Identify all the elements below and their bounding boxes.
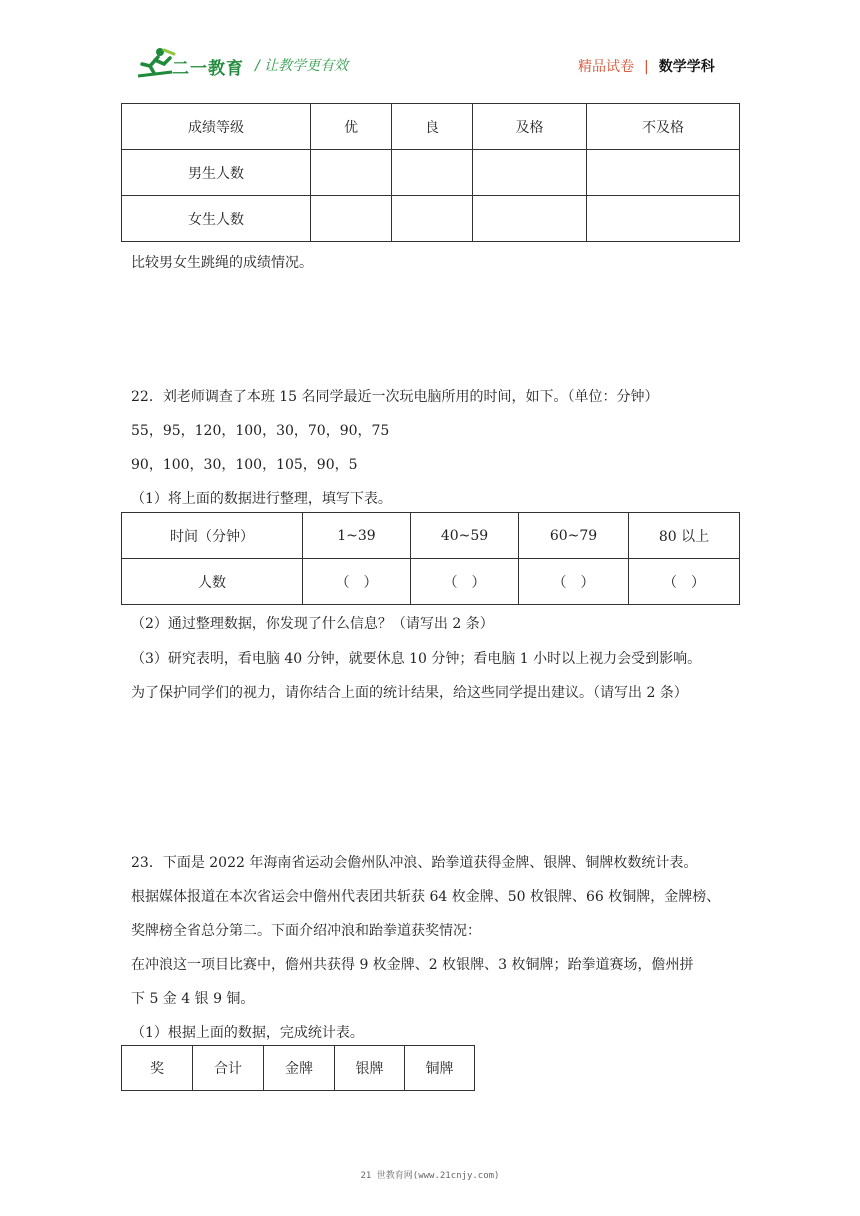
header-tags: [578, 56, 715, 76]
table-cell: 女生人数: [122, 196, 311, 242]
answer-cell[interactable]: （ ）: [629, 559, 740, 605]
table-cell: 时间（分钟）: [122, 513, 303, 559]
table-cell: 银牌: [335, 1046, 405, 1091]
runner-logo-icon: [136, 46, 176, 80]
table-row: [122, 196, 740, 242]
table-cell: 男生人数: [122, 150, 311, 196]
table-cell: 金牌: [264, 1046, 335, 1091]
table-cell: 奖: [122, 1046, 193, 1091]
q22-stem: 22．刘老师调查了本班 15 名同学最近一次玩电脑所用的时间，如下。（单位：分钟）: [131, 389, 659, 405]
table-cell: 80 以上: [629, 513, 740, 559]
answer-cell[interactable]: [392, 196, 473, 242]
table-cell: 不及格: [587, 104, 740, 150]
table-cell: 人数: [122, 559, 303, 605]
answer-cell[interactable]: （ ）: [519, 559, 629, 605]
q23-stem: 23．下面是 2022 年海南省运动会儋州队冲浪、跆拳道获得金牌、银牌、铜牌枚数统计表。: [131, 855, 698, 871]
tag-separator: |: [644, 59, 649, 75]
answer-cell[interactable]: [311, 150, 392, 196]
answer-cell[interactable]: [473, 196, 587, 242]
table-cell: 成绩等级: [122, 104, 311, 150]
page-footer: 21 世教育网(www.21cnjy.com): [360, 1171, 500, 1181]
table-cell: 1~39: [303, 513, 411, 559]
slogan: / 让教学更有效: [255, 58, 349, 74]
table-row: [122, 150, 740, 196]
table-cell: 铜牌: [405, 1046, 475, 1091]
q23-stem: 下 5 金 4 银 9 铜。: [131, 991, 255, 1007]
answer-cell[interactable]: [587, 196, 740, 242]
logo: [136, 46, 176, 80]
answer-cell[interactable]: （ ）: [303, 559, 411, 605]
grade-table: [121, 103, 740, 242]
q22-part1: （1）将上面的数据进行整理，填写下表。: [131, 491, 392, 507]
tag-subject: 数学学科: [658, 59, 715, 75]
q22-part3: 为了保护同学们的视力，请你结合上面的统计结果，给这些同学提出建议。（请写出 2 条）: [131, 685, 688, 701]
q23-part1: （1）根据上面的数据，完成统计表。: [131, 1025, 364, 1041]
logo-text: 二一教育: [172, 59, 244, 79]
table-row: [122, 559, 740, 605]
q22-data-line: 90，100，30，100，105，90，5: [131, 457, 358, 473]
q21-prompt: 比较男女生跳绳的成绩情况。: [131, 255, 313, 271]
table-cell: 优: [311, 104, 392, 150]
answer-cell[interactable]: （ ）: [411, 559, 519, 605]
table-header-row: [122, 1046, 475, 1091]
table-cell: 合计: [193, 1046, 264, 1091]
table-cell: 良: [392, 104, 473, 150]
table-cell: 60~79: [519, 513, 629, 559]
answer-cell[interactable]: [311, 196, 392, 242]
q23-stem: 在冲浪这一项目比赛中，儋州共获得 9 枚金牌、2 枚银牌、3 枚铜牌；跆拳道赛场，儋州拼: [131, 957, 694, 973]
table-cell: 40~59: [411, 513, 519, 559]
answer-cell[interactable]: [587, 150, 740, 196]
q22-part2: （2）通过整理数据，你发现了什么信息？（请写出 2 条）: [131, 616, 494, 632]
q22-data-line: 55，95，120，100，30，70，90，75: [131, 423, 390, 439]
table-header-row: [122, 513, 740, 559]
time-table: [121, 512, 740, 605]
table-cell: 及格: [473, 104, 587, 150]
table-header-row: [122, 104, 740, 150]
answer-cell[interactable]: [473, 150, 587, 196]
q23-stem: 奖牌榜全省总分第二。下面介绍冲浪和跆拳道获奖情况：: [131, 923, 481, 939]
tag-quality-paper: 精品试卷: [578, 59, 634, 75]
medal-table: [121, 1045, 475, 1091]
q23-stem: 根据媒体报道在本次省运会中儋州代表团共斩获 64 枚金牌、50 枚银牌、66 枚铜牌，金牌榜、: [131, 889, 721, 905]
answer-cell[interactable]: [392, 150, 473, 196]
q22-part3: （3）研究表明，看电脑 40 分钟，就要休息 10 分钟；看电脑 1 小时以上视力会受到影响。: [131, 651, 702, 667]
